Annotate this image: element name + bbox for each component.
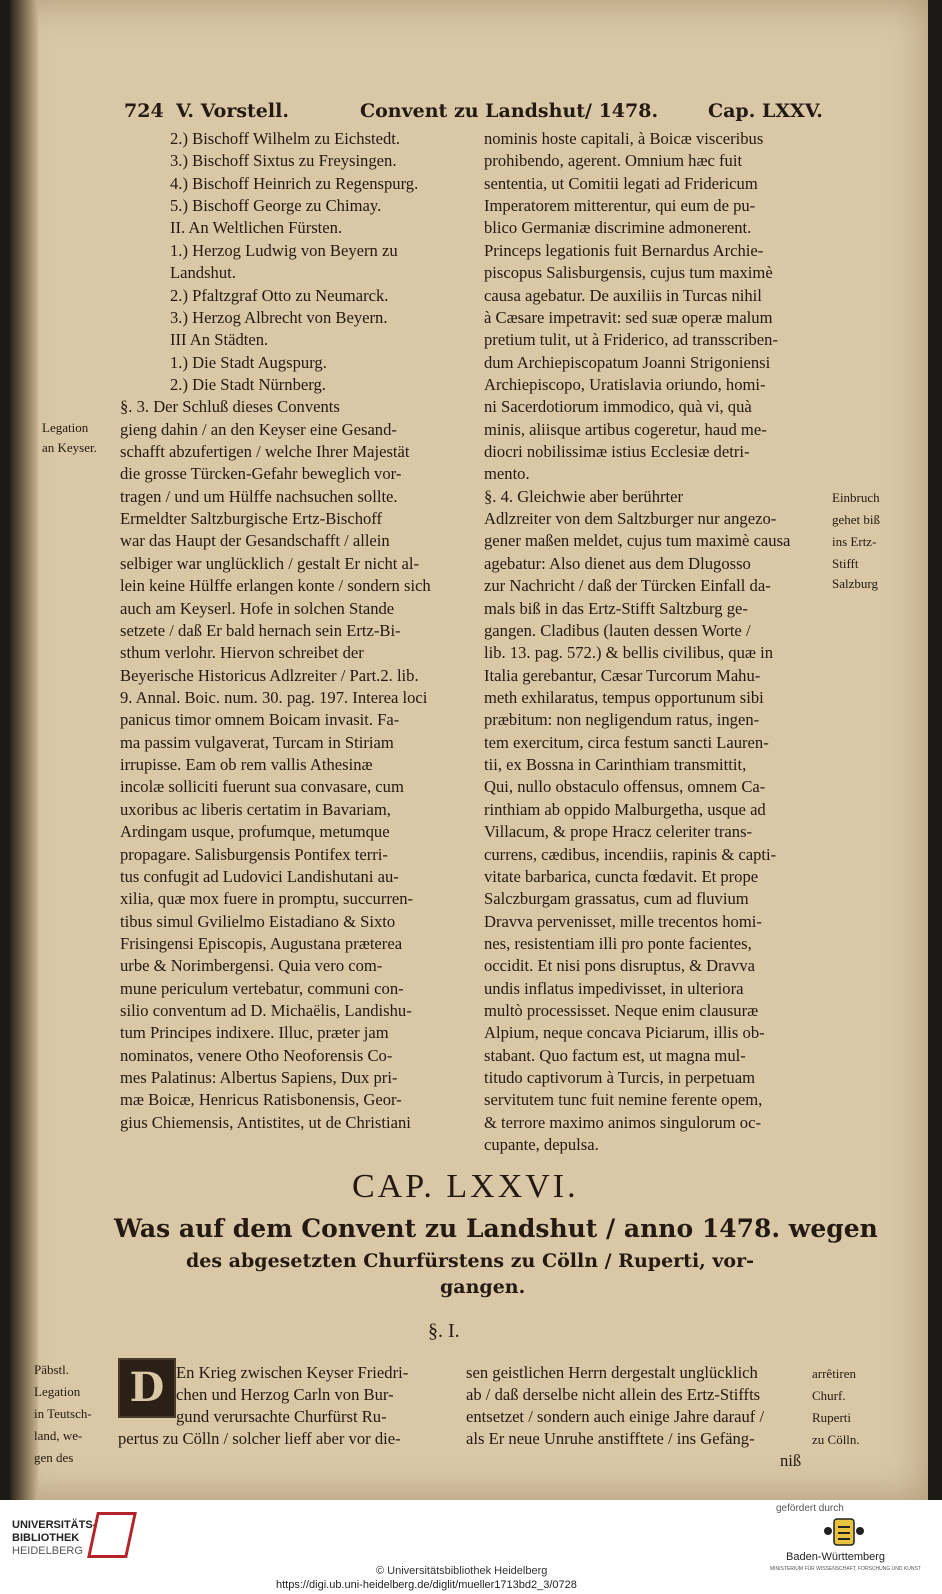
chapter-76-left-line: En Krieg zwischen Keyser Friedri- [176,1363,409,1382]
chapter-heading-line3: gangen. [440,1276,526,1298]
margin-note-ruperti: Ruperti [812,1410,851,1425]
right-column-line: piscopus Salisburgensis, cujus tum maximè [484,263,773,283]
margin-note-zu-coelln: zu Cölln. [812,1432,860,1447]
margin-note-paebstl: Päbstl. [34,1362,70,1377]
left-column-line: mæ Boicæ, Henricus Ratisbonensis, Geor- [120,1090,402,1110]
chapter-76-left-line: pertus zu Cölln / solcher lieff aber vor die- [118,1429,401,1448]
margin-note-gehet-biss: gehet biß [832,512,881,527]
right-column-line: Villacum, & prope Hracz celeriter trans- [484,822,753,842]
left-column-line: gieng dahin / an den Keyser eine Gesand- [120,419,397,439]
library-name-line2: BIBLIOTHEK [12,1532,80,1544]
section-title: V. Vorstell. [176,100,289,122]
right-column-line: ni Sacerdotiorum immodico, quà vi, quà [484,397,752,417]
left-column-line: Frisingensi Episcopis, Augustana præterea [120,933,403,953]
margin-note-salzburg: Salzburg [832,576,878,591]
right-column-line: mento. [484,464,530,484]
right-column-line: Dravva pervenisset, mille trecentos homi- [484,911,762,931]
left-column-line: sthum verlohr. Hiervon schreibet der [120,643,364,663]
sponsor-subtitle: MINISTERIUM FÜR WISSENSCHAFT, FORSCHUNG UND KUNST [770,1566,921,1572]
left-column-line: urbe & Norimbergensi. Quia vero com- [120,956,383,976]
left-column-line: war das Haupt der Gesandschafft / allein [120,531,390,551]
left-column-line: silio conventum ad D. Michaëlis, Landishu- [120,1001,412,1021]
left-column-line: selbiger war unglücklich / gestalt Er nicht al- [120,553,420,573]
chapter-76-right-line: entsetzet / sondern auch einige Jahre darauf / [466,1407,765,1426]
right-column-line: Salczburgam grassatus, cum ad fluvium [484,889,749,909]
left-column-line: tragen / und um Hülffe nachsuchen sollte. [120,486,398,506]
chapter-76-right-line: niß [780,1451,802,1470]
page-gutter [10,0,38,1500]
right-column-line: occidit. Et nisi pons disruptus, & Dravva [484,956,756,976]
margin-note-gen-des: gen des [34,1450,74,1465]
right-column-line: & terrore maximo animos singulorum oc- [484,1112,761,1132]
left-column-line: propagare. Salisburgensis Pontifex terri- [120,844,388,864]
right-column-line: sententia, ut Comitii legati ad Fridericum [484,173,758,193]
right-column-line: rinthiam ab oppido Malburgetha, usque ad [484,799,766,819]
left-column-line: II. An Weltlichen Fürsten. [170,218,343,238]
right-column-line: multò processisset. Neque enim clausuræ [484,1001,759,1021]
right-column-line: à Cæsare impetravit: sed suæ operæ malum [484,307,773,327]
margin-note-legation-2: Legation [34,1384,81,1399]
right-column-line: minis, aliisque artibus cogeretur, haud me- [484,419,767,439]
left-column-line: Ardingam usque, profumque, metumque [120,822,390,842]
left-column-line: die grosse Türcken-Gefahr beweglich vor- [120,464,402,484]
right-column-line: tii, ex Bossna in Carinthiam transmittit, [484,755,747,775]
library-name-line3: HEIDELBERG [12,1545,83,1557]
left-column-line: 2.) Die Stadt Nürnberg. [170,374,326,394]
right-column-line: Italia gerebantur, Cæsar Turcorum Mahu- [484,665,761,685]
margin-note-legation: Legation [42,420,89,435]
left-column-line: mes Palatinus: Albertus Sapiens, Dux pri- [120,1068,398,1088]
baden-wuerttemberg-crest-icon [822,1515,866,1549]
right-column-line: pretium tulit, ut à Friderico, ad transscriben- [484,330,778,350]
margin-note-in-teutschland: in Teutsch- [34,1406,92,1421]
right-column-line: Archiepiscopo, Uratislavia oriundo, homi- [484,374,766,394]
chapter-76-right-line: sen geistlichen Herrn dergestalt unglücklich [466,1363,758,1382]
chapter-label: Cap. LXXV. [708,100,823,122]
left-column-line: Beyerische Historicus Adlzreiter / Part.2. lib. [120,665,419,685]
right-column-line: dum Archiepiscopatum Joanni Strigoniensi [484,352,771,372]
margin-note-arrestiren: arrêtiren [812,1366,857,1381]
right-column-line: Alpium, neque concava Piciarum, illis ob- [484,1023,765,1043]
left-column-line: tus confugit ad Ludovici Landishutani au- [120,866,399,886]
page-number: 724 [124,100,164,122]
right-column-line: titudo captivorum à Turcis, in perpetuam [484,1068,755,1088]
right-column-line: cupante, depulsa. [484,1135,599,1155]
margin-note-ins-ertz: ins Ertz- [832,534,877,549]
right-column-line: Imperatorem mitterentur, qui eum de pu- [484,196,756,216]
left-column-line: 4.) Bischoff Heinrich zu Regenspurg. [170,173,419,193]
right-column-line: Princeps legationis fuit Bernardus Archie- [484,240,764,260]
right-column-line: meth exhilaratus, tempus opportunum sibi [484,688,764,707]
left-column-line: ma passim vulgaverat, Turcam in Stiriam [120,732,394,752]
right-column-line: tem exercitum, circa festum sancti Lauren- [484,732,769,752]
margin-note-stifft: Stifft [832,556,859,571]
right-column-line: diocri nobilissimæ istius Ecclesiæ detri- [484,442,750,462]
left-column-line: panicus timor omnem Boicam invasit. Fa- [120,710,400,730]
right-column-line: servitutem tunc fuit nemine ferente opem, [484,1090,763,1110]
left-column-line: 1.) Herzog Ludwig von Beyern zu [170,240,398,260]
left-column-line: gius Chiemensis, Antistites, ut de Christiani [120,1112,411,1132]
chapter-76-right-line: als Er neue Unruhe anstifftete / ins Gefäng- [466,1429,755,1448]
right-column-line: nes, resistentiam illi pro ponte facientes, [484,933,752,953]
left-column-line: III An Städten. [170,330,269,350]
right-column-line: lib. 13. pag. 572.) & bellis civilibus, quæ in [484,643,773,663]
left-column-line: 2.) Pfaltzgraf Otto zu Neumarck. [170,285,389,305]
left-column-line: 1.) Die Stadt Augspurg. [170,352,327,372]
left-column-line: incolæ solliciti fuerunt sua convasare, cum [120,777,404,797]
margin-note-einbruch: Einbruch [832,490,880,505]
left-column-line: lein keine Hülffe erlangen konte / sondern sich [120,576,431,596]
chapter-76-left-line: chen und Herzog Carln von Bur- [176,1385,394,1404]
right-column-line: zur Nachricht / daß der Türcken Einfall da- [484,576,771,596]
right-column-line: nominis hoste capitali, à Boicæ visceribus [484,129,764,148]
left-column-line: tibus simul Gvilielmo Eistadiano & Sixto [120,911,396,931]
left-column-line: 5.) Bischoff George zu Chimay. [170,196,382,216]
right-column-line: gangen. Cladibus (lauten dessen Worte / [484,620,751,640]
left-column-line: tum Principes indixere. Illuc, præter jam [120,1023,389,1043]
left-column-line: Ermeldter Saltzburgische Ertz-Bischoff [120,509,383,529]
left-column-line: §. 3. Der Schluß dieses Convents [120,397,340,417]
chapter-76-left-line: gund verursachte Churfürst Ru- [176,1407,387,1426]
left-column-line: 3.) Bischoff Sixtus zu Freysingen. [170,151,397,171]
margin-note-land-wegen: land, we- [34,1428,83,1443]
chapter-heading-line1: Was auf dem Convent zu Landshut / anno 1478. wegen [114,1214,878,1243]
margin-note-an-keyser: an Keyser. [42,440,97,455]
left-column-line: xilia, quæ mox fuere in promptu, succurren- [120,889,414,909]
right-column-line: currens, cædibus, incendiis, rapinis & capti- [484,844,777,864]
section-1-label: §. I. [428,1320,460,1342]
permalink-url[interactable]: https://digi.ub.uni-heidelberg.de/diglit/mueller1713bd2_3/0728 [276,1579,577,1591]
left-column-line: setzete / daß Er bald hernach sein Ertz-Bi- [120,620,401,640]
sponsor-name: Baden-Württemberg [786,1551,886,1563]
library-name-line1: UNIVERSITÄTS- [12,1519,97,1531]
margin-note-churf: Churf. [812,1388,846,1403]
chapter-76-right-line: ab / daß derselbe nicht allein des Ertz-Stiffts [466,1385,761,1404]
left-column-line: irrupisse. Eam ob rem vallis Athesinæ [120,755,373,775]
left-column-line: 3.) Herzog Albrecht von Beyern. [170,307,388,327]
left-column-line: uxoribus ac liberis certatim in Bavariam, [120,799,391,819]
right-column-line: blico Germaniæ discrimine admonerent. [484,218,752,238]
left-column-line: schafft abzufertigen / welche Ihrer Majestät [120,442,410,462]
right-column-line: Adlzreiter von dem Saltzburger nur angezo- [484,509,777,529]
right-column-line: prohibendo, agerent. Omnium hæc fuit [484,151,743,171]
drop-cap: D [118,1358,176,1418]
left-column-line: auch am Keyserl. Hofe in solchen Stande [120,598,395,618]
right-column-line: causa agebatur. De auxiliis in Turcas nihil [484,285,762,305]
left-column-line: nominatos, venere Otho Neoforensis Co- [120,1045,393,1065]
chapter-76-title: CAP. LXXVI. [352,1168,579,1205]
right-column-line: mals biß in das Ertz-Stifft Saltzburg ge- [484,598,748,618]
left-column-line: Landshut. [170,263,236,283]
right-column-line: præbitum: non negligendum ratus, ingen- [484,710,760,730]
running-title: Convent zu Landshut/ 1478. [360,100,659,122]
left-column-line: 9. Annal. Boic. num. 30. pag. 197. Interea loci [120,688,428,707]
copyright-text: © Universitätsbibliothek Heidelberg [376,1565,548,1577]
right-column-line: §. 4. Gleichwie aber berührter [484,486,684,506]
right-column-line: stabant. Quo factum est, ut magna mul- [484,1045,746,1065]
right-column-line: vitate barbarica, cuncta fœdavit. Et prope [484,866,759,886]
left-column-line: mune periculum vertebatur, communi con- [120,978,404,998]
chapter-heading-line2: des abgesetzten Churfürstens zu Cölln / Ruperti, vor- [186,1250,754,1272]
right-column-line: gener maßen meldet, cujus tum maximè causa [484,531,791,551]
right-column-line: agebatur: Also dienet aus dem Dlugosso [484,553,751,573]
right-column-line: undis inflatus impedivisset, in ulteriora [484,978,744,998]
right-column-line: Qui, nullo obstaculo offensus, omnem Ca- [484,777,766,797]
funded-by-label: gefördert durch [776,1503,844,1514]
left-column-line: 2.) Bischoff Wilhelm zu Eichstedt. [170,129,401,148]
